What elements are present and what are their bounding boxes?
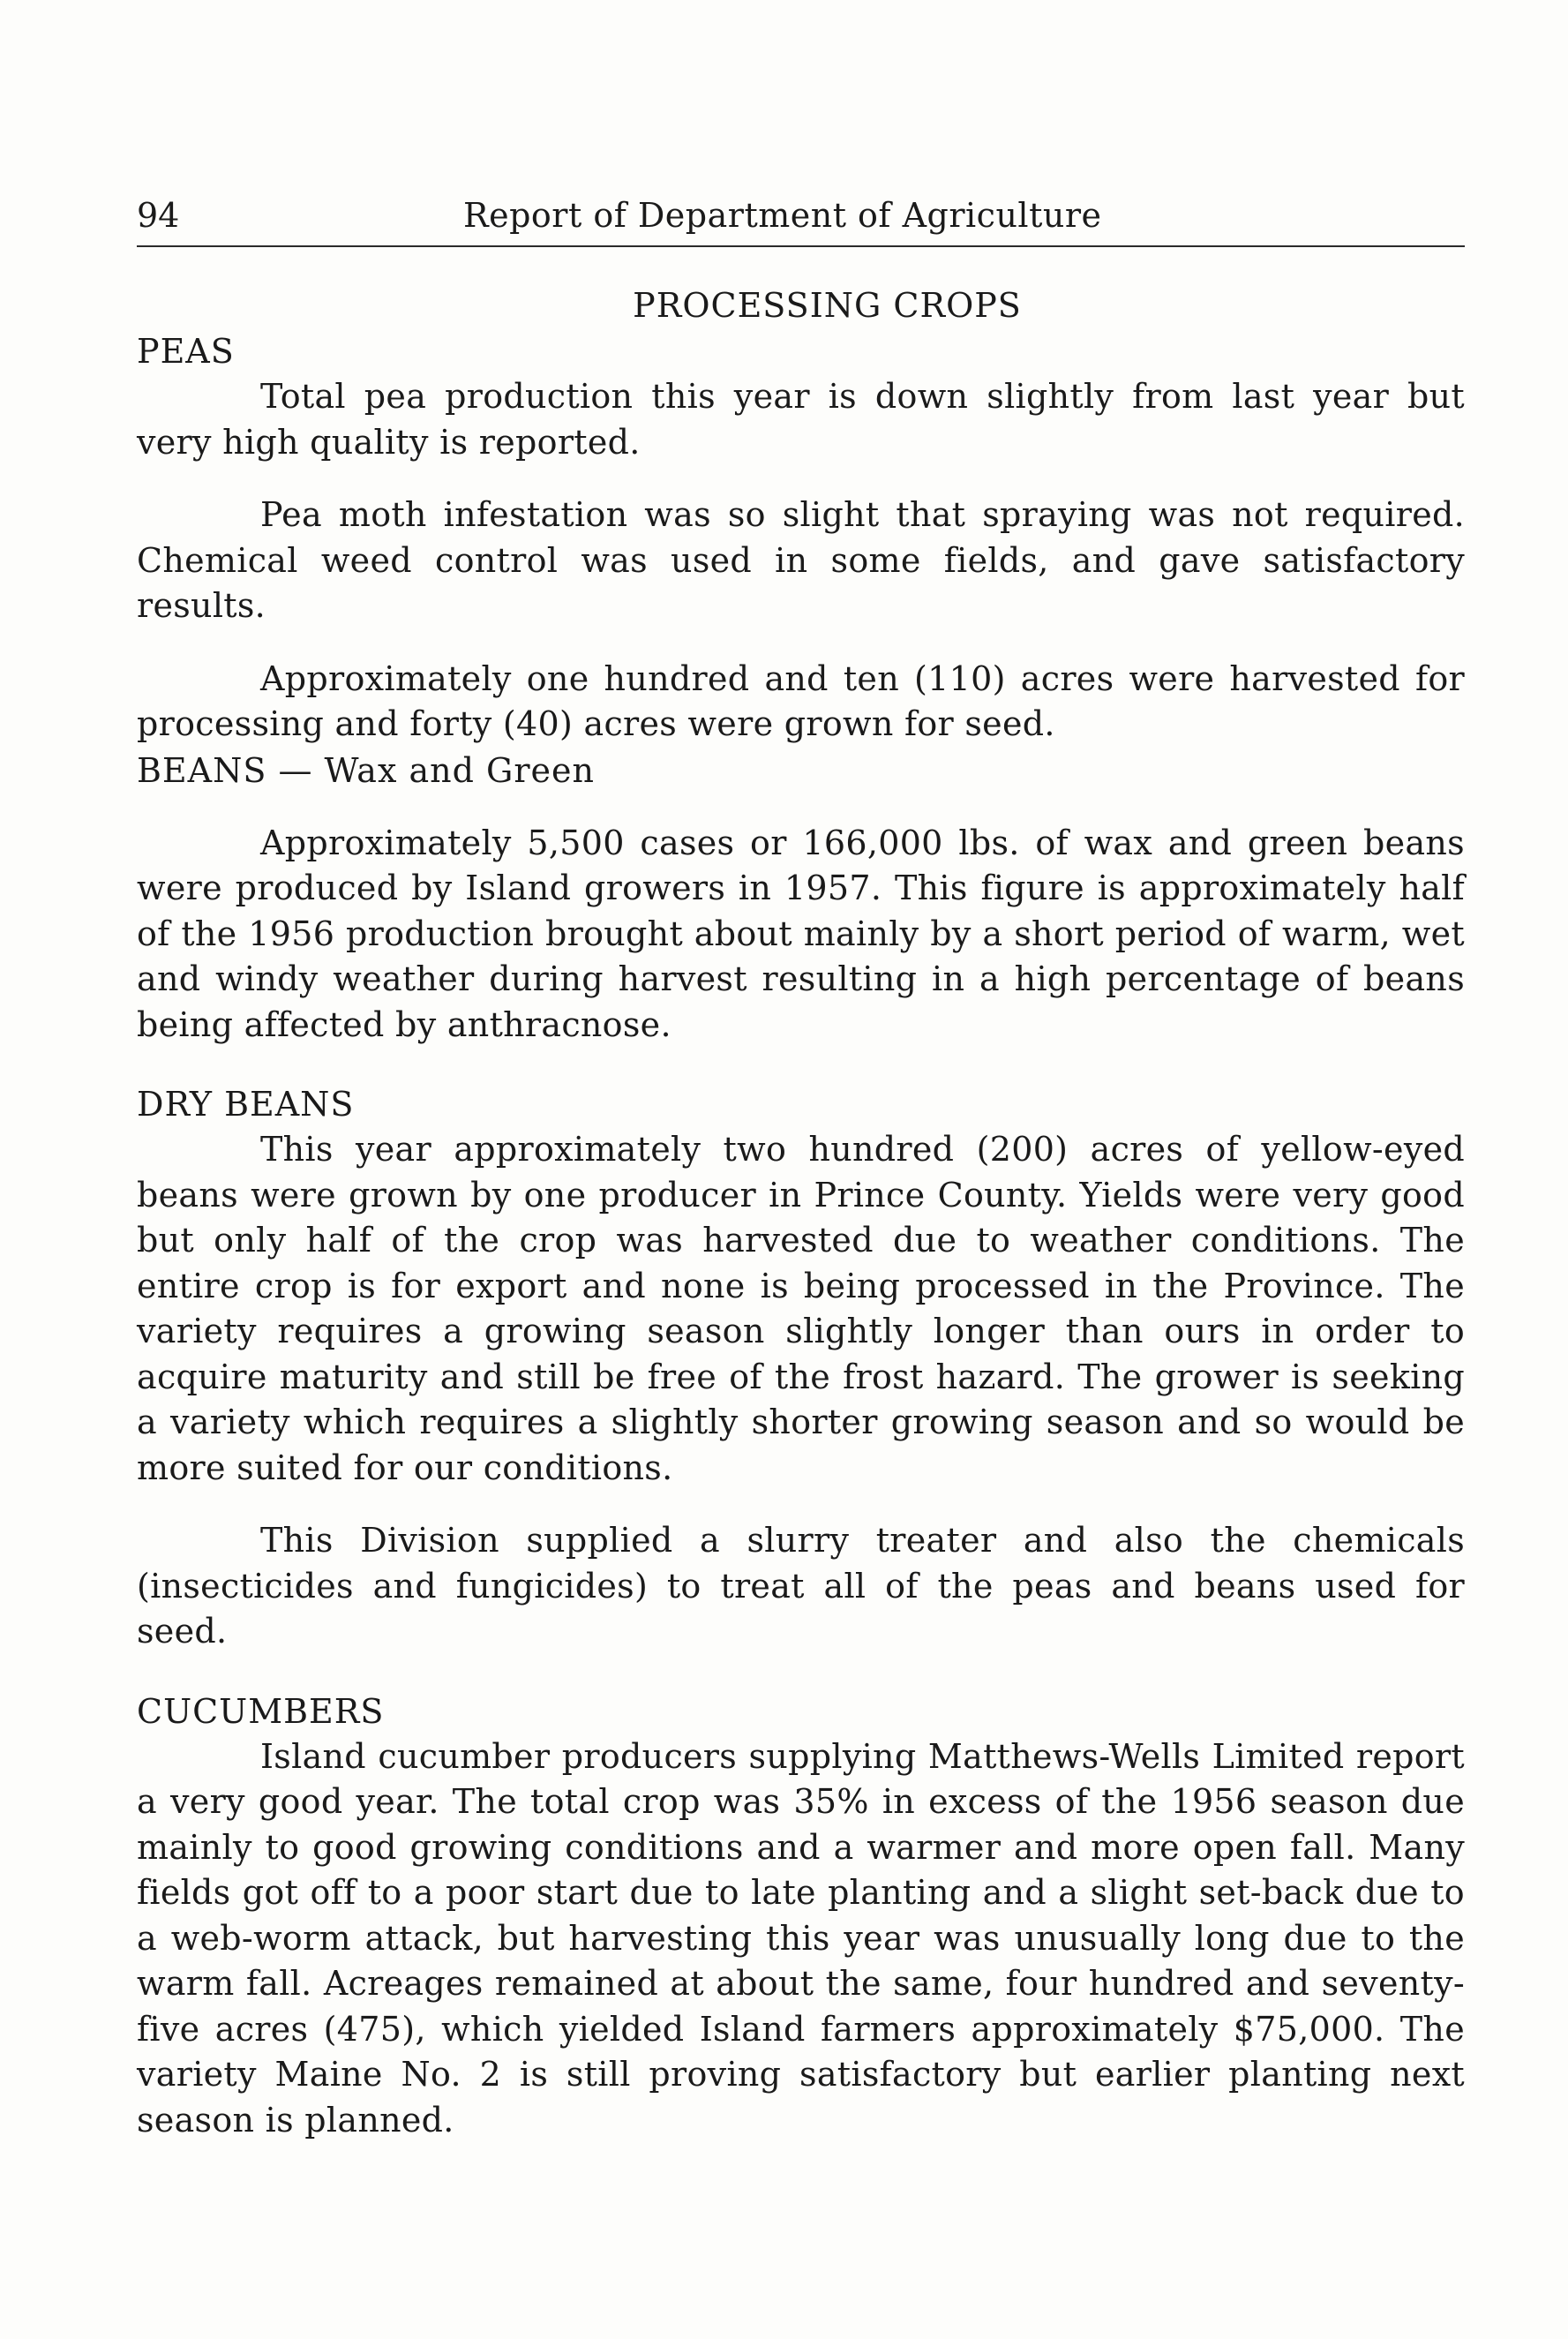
paragraph-beans-production: Approximately 5,500 cases or 166,000 lbs. of wax and green beans were produced by Island growers in 1957. This figure is approximately half of the 1956 production brought about mainly by a short period of warm, wet and windy weather during harvest resulting in a high percentage of beans being affected by anthracnose. [137, 823, 1465, 1044]
spacer [137, 465, 1465, 493]
paragraph-cucumbers: Island cucumber producers supplying Matthews-Wells Limited report a very good year. The total crop was 35% in excess of the 1956 season due mainly to good growing conditions and a warmer and more open fall. Many fields got off to a poor start due to late planting and a slight set-back due to a web-worm attack, but harvesting this year was unusually long due to the warm fall. Acreages remained at about the same, four hundred and seventy-five acres (475), which yielded Island farmers approximately $75,000. The variety Maine No. 2 is still proving satisfactory but earlier planting next season is planned. [137, 1736, 1465, 2140]
spacer [137, 1655, 1465, 1688]
heading-peas: PEAS [137, 332, 235, 371]
paragraph-peas-acreage: Approximately one hundred and ten (110) acres were harvested for processing and forty (40) acres were grown for seed. [137, 658, 1465, 743]
heading-beans: BEANS — Wax and Green [137, 750, 595, 790]
spacer [137, 793, 1465, 821]
heading-dry-beans: DRY BEANS [137, 1085, 355, 1124]
running-header [137, 192, 1465, 247]
paragraph-peas-production: Total pea production this year is down slightly from last year but very high quality is reported. [137, 377, 1465, 462]
paragraph-pea-moth: Pea moth infestation was so slight that spraying was not required. Chemical weed control was used in some fields, and gave satisfactory results. [137, 495, 1465, 625]
paragraph-dry-beans: This year approximately two hundred (200) acres of yellow-eyed beans were grown by one producer in Prince County. Yields were very good but only half of the crop was harvested due to weather conditions. The entire crop is for export and none is being processed in the Province. The variety requires a growing season slightly longer than ours in order to acquire maturity and still be free of the frost hazard. The grower is seeking a variety which requires a slightly shorter growing season and so would be more suited for our conditions. [137, 1130, 1465, 1487]
spacer [137, 1048, 1465, 1081]
paragraph-seed-treatment: This Division supplied a slurry treater and also the chemicals (insecticides and fungicides) to treat all of the peas and beans used for seed. [137, 1521, 1465, 1651]
running-title: Report of Department of Agriculture [463, 196, 1102, 235]
spacer [137, 1491, 1465, 1518]
page-number: 94 [137, 196, 180, 235]
heading-cucumbers: CUCUMBERS [137, 1691, 385, 1731]
spacer [137, 629, 1465, 657]
page-content [137, 282, 1465, 2143]
section-title: PROCESSING CROPS [633, 286, 1022, 325]
